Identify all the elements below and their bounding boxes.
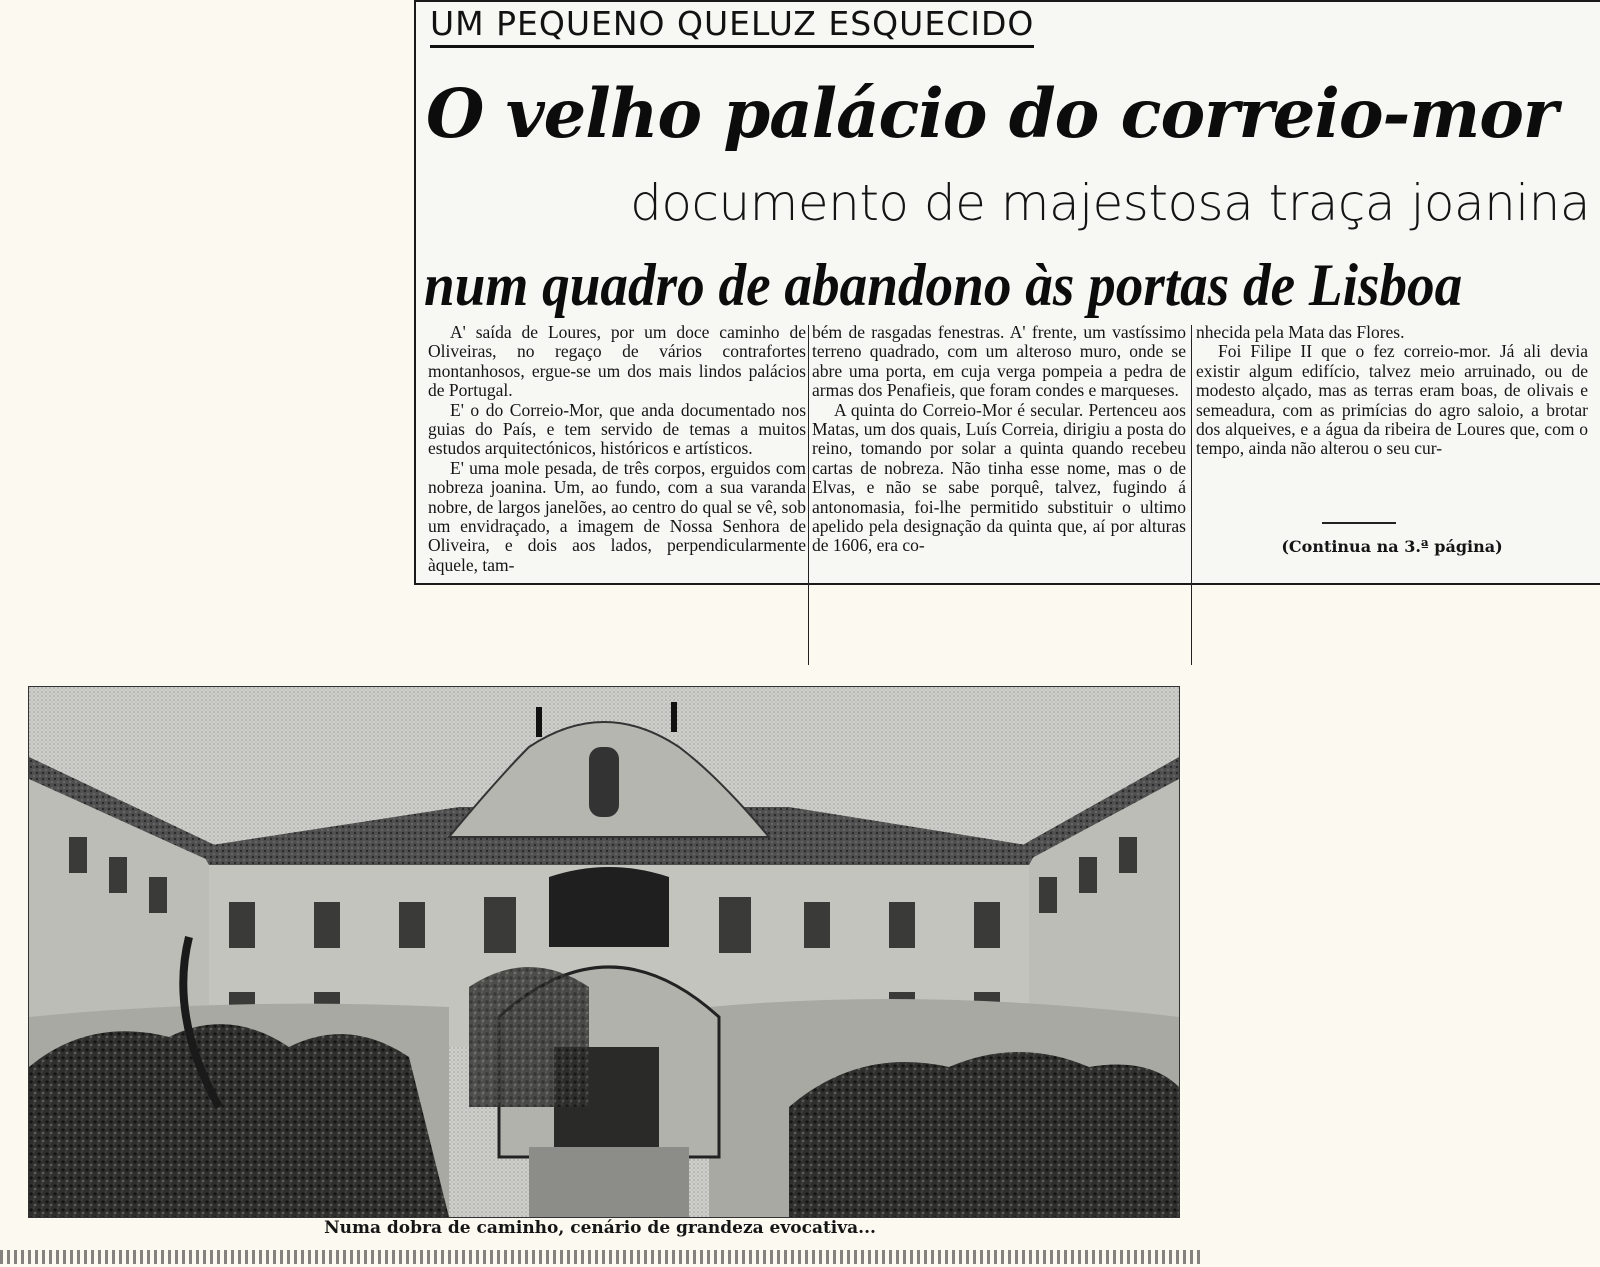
column-rule — [808, 325, 809, 665]
text-column-1 — [428, 323, 806, 683]
gate-vines — [469, 967, 589, 1107]
palace-illustration — [29, 687, 1179, 1217]
paragraph: A' saída de Loures, por um doce caminho de Oliveiras, no regaço de vários contrafortes montanhosos, ergue-se um dos mais lindos palácios de Portugal. — [428, 323, 806, 401]
left-foliage — [29, 1024, 449, 1217]
palace-photo — [28, 686, 1180, 1218]
pediment-niche — [589, 747, 619, 817]
article-headline: O velho palácio do correio-mor — [426, 74, 1558, 153]
gate-steps — [529, 1147, 689, 1217]
photo-block — [0, 680, 1200, 1267]
article-subhead-2: num quadro de abandono às portas de Lisboa — [424, 252, 1463, 318]
paragraph: Foi Filipe II que o fez correio-mor. Já ali devia existir algum edifício, talvez meio arruinado, ou de modesto alçado, mas as terras eram boas, de olivais e semeadura, com as primícias do agro saloio, a brotar dos alqueives, e a água da ribeira de Loures que, com o tempo, ainda não alterou o seu cur- — [1196, 341, 1588, 459]
text-column-2 — [812, 323, 1186, 683]
central-balcony — [549, 867, 669, 947]
text-column-3 — [1196, 323, 1588, 543]
end-rule — [1322, 522, 1396, 524]
right-foliage — [789, 1052, 1179, 1217]
page-edge-rule — [0, 1250, 1200, 1264]
paragraph: E' o do Correio-Mor, que anda documentado nos guias do País, e tem servido de temas a muitos estudos arquitectónicos, históricos e artísticos. — [428, 399, 806, 459]
paragraph: nhecida pela Mata das Flores. — [1196, 323, 1405, 342]
paragraph: A quinta do Correio-Mor é secular. Pertenceu aos Matas, um dos quais, Luís Correia, dirigiu a posta do reino, tomando por solar a quinta quando recebeu cartas de nobreza. Não tinha esse nome, mas o de Elvas, e não se sabe porquê, talvez, fugindo á antonomasia, foi-lhe permitido substituir o ultimo apelido pela designação da quinta que, aí por alturas de 1606, era co- — [812, 399, 1186, 556]
article-kicker: UM PEQUENO QUELUZ ESQUECIDO — [430, 4, 1034, 48]
paragraph: E' uma mole pesada, de três corpos, erguidos com nobreza joanina. Um, ao fundo, com a sua varanda nobre, de largos janelões, ao centro do qual se vê, sob um envidraçado, a imagem de Nossa Senhora de Oliveira, e dois aos lados, perpendicularmente àquele, tam- — [428, 457, 806, 575]
article-clipping — [414, 0, 1600, 585]
continuation-note: (Continua na 3.ª página) — [1281, 537, 1503, 556]
photo-caption: Numa dobra de caminho, cenário de grandeza evocativa... — [324, 1218, 876, 1238]
article-subhead-1: documento de majestosa traça joanina — [630, 174, 1590, 232]
paragraph: bém de rasgadas fenestras. A' frente, um vastíssimo terreno quadrado, com um alteroso muro, onde se abre uma porta, em cuja verga pompeia a pedra de armas dos Penafieis, que foram condes e marqueses. — [812, 323, 1186, 401]
column-rule — [1191, 325, 1192, 665]
